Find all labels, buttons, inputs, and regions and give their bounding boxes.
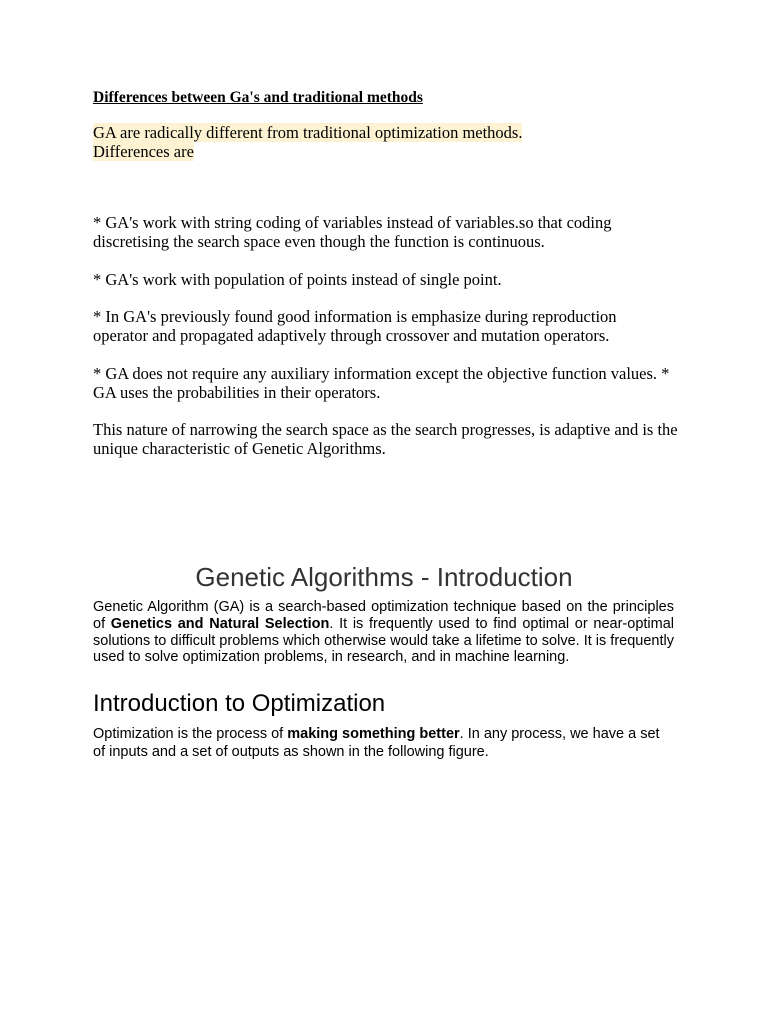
optimization-paragraph (93, 726, 675, 761)
intro-text-end: . It is frequently used to find optimal or near-optimal solutions to difficult problems which otherwise would take a lifetime to solve. It is frequently used to solve optimization problems, in research, and in machine learning. (93, 615, 674, 666)
difference-item-2: * GA's work with population of points instead of single point. (93, 270, 502, 289)
summary-paragraph: This nature of narrowing the search space as the search progresses, is adaptive and is the unique characteristic of Genetic Algorithms. (93, 420, 678, 458)
optimization-bold-text: making something better (287, 726, 460, 742)
highlight-line-1: GA are radically different from traditional optimization methods. (93, 123, 523, 142)
highlight-line-2: Differences are (93, 142, 194, 161)
optimization-text-end: . In any process, we have a set of inputs and a set of outputs as shown in the following figure. (93, 726, 660, 760)
section-heading: Differences between Ga's and traditional methods (93, 89, 423, 106)
optimization-title: Introduction to Optimization (93, 690, 386, 717)
intro-title: Genetic Algorithms - Introduction (195, 562, 573, 592)
highlighted-intro (93, 123, 683, 161)
difference-item-3: * In GA's previously found good information is emphasize during reproduction operator and propagated adaptively through crossover and mutation operators. (93, 307, 617, 345)
intro-paragraph (93, 599, 674, 666)
intro-text-start: Genetic Algorithm (GA) is a search-based optimization technique based on the principles of (93, 599, 674, 632)
intro-bold-text: Genetics and Natural Selection (110, 615, 330, 632)
optimization-text-start: Optimization is the process of (93, 726, 288, 742)
difference-item-4: * GA does not require any auxiliary information except the objective function values. * GA uses the probabilities in their operators. (93, 364, 670, 402)
difference-item-1: * GA's work with string coding of variables instead of variables.so that coding discretising the search space even though the function is continuous. (93, 213, 612, 251)
